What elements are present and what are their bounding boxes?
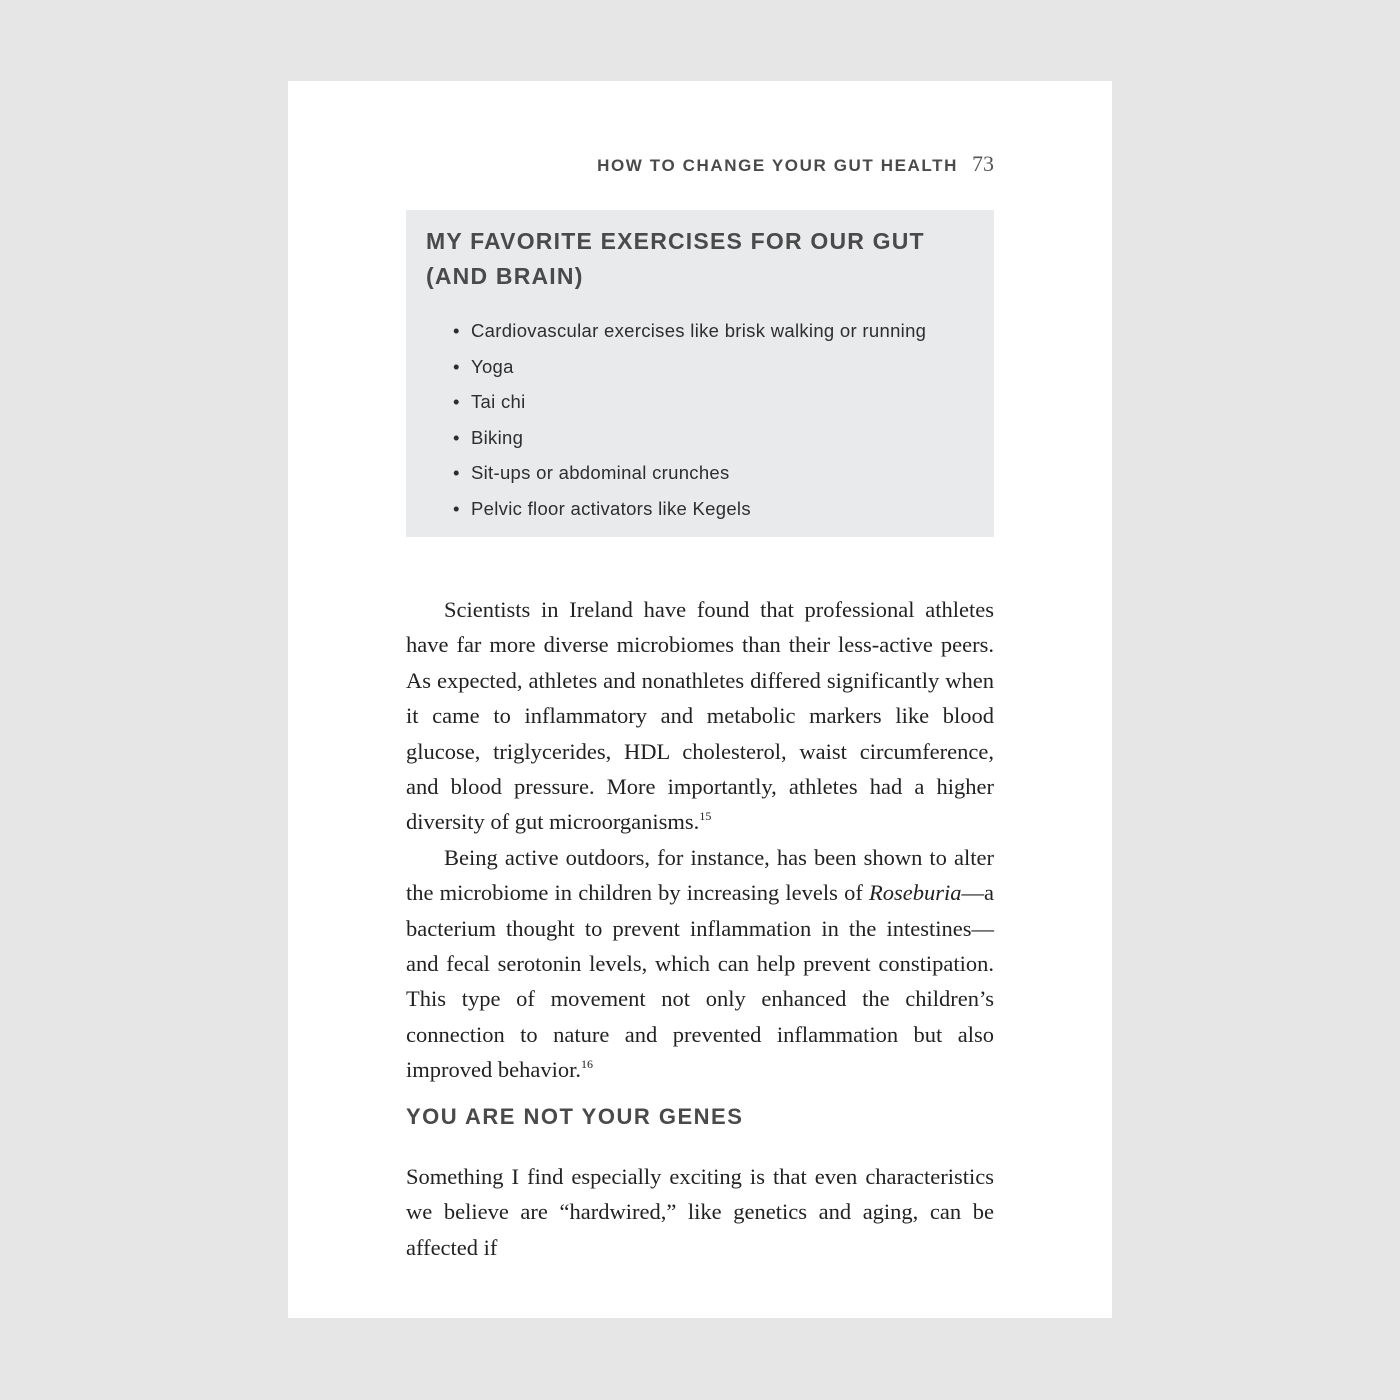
list-item	[453, 384, 978, 420]
list-item	[453, 491, 978, 527]
paragraph-outdoors-text-before: Being active outdoors, for instance, has been shown to alter the microbiome in children by increasing levels of	[406, 844, 994, 906]
footnote-ref-15: 15	[699, 809, 712, 824]
paragraph-athletes	[406, 592, 994, 840]
list-item-text: Sit-ups or abdominal crunches	[471, 462, 730, 483]
list-item-text: Cardiovascular exercises like brisk walking or running	[471, 320, 927, 341]
paragraph-genes: Something I find especially exciting is that even characteristics we believe are “hardwired,” like genetics and aging, can be affected if	[406, 1164, 994, 1260]
list-item	[453, 455, 978, 491]
paragraph-outdoors-text-after: —a bacterium thought to prevent inflammation in the intestines—and fecal serotonin levels, which can help prevent constipation. This type of movement not only enhanced the children’s connection to nature and prevented inflammation but also improved behavior.	[406, 880, 994, 1083]
sidebar-heading-line2: (AND BRAIN)	[426, 263, 584, 289]
sidebar-heading	[426, 224, 978, 294]
sidebar-heading-line1: MY FAVORITE EXERCISES FOR OUR GUT	[426, 228, 925, 254]
body-text-block	[406, 592, 994, 1088]
list-item-text: Biking	[471, 426, 524, 448]
paragraph-athletes-text: Scientists in Ireland have found that professional athletes have far more diverse microbiomes than their less-active peers. As expected, athletes and nonathletes differed significantly when it came to inflammatory and metabolic markers like blood glucose, triglycerides, HDL cholesterol, waist circumference, and blood pressure. More importantly, athletes had a higher diversity of gut microorganisms.	[406, 597, 994, 835]
bullet-icon: •	[453, 462, 460, 483]
section-heading: YOU ARE NOT YOUR GENES	[406, 1104, 744, 1129]
running-head	[288, 151, 994, 177]
bullet-icon: •	[453, 426, 460, 448]
list-item-text: Yoga	[471, 355, 514, 377]
bullet-icon: •	[453, 320, 460, 341]
footnote-ref-16: 16	[580, 1057, 593, 1072]
page-number: 73	[972, 151, 994, 176]
italic-term-roseburia: Roseburia	[869, 880, 962, 906]
exercise-sidebar-box	[406, 210, 994, 537]
list-item	[453, 313, 978, 349]
book-page	[288, 81, 1112, 1318]
paragraph-outdoors	[406, 840, 994, 1088]
bullet-icon: •	[453, 497, 460, 519]
list-item	[453, 349, 978, 385]
section-body-text	[406, 1159, 994, 1265]
bullet-icon: •	[453, 391, 460, 412]
list-item-text: Tai chi	[471, 391, 526, 412]
list-item-text: Pelvic floor activators like Kegels	[471, 497, 751, 519]
exercise-list	[426, 313, 978, 526]
list-item	[453, 420, 978, 456]
running-title: HOW TO CHANGE YOUR GUT HEALTH	[597, 156, 958, 175]
bullet-icon: •	[453, 355, 460, 377]
